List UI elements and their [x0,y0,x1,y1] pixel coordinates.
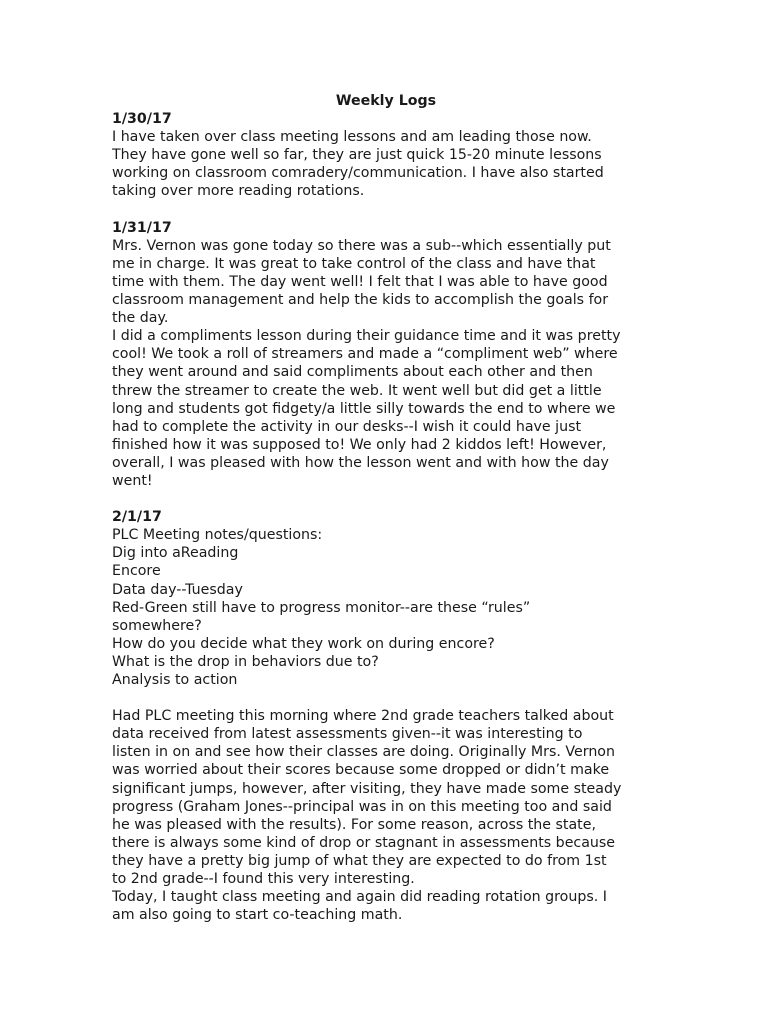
entry-paragraph: I did a compliments lesson during their guidance time and it was pretty cool! We took a roll of streamers and made a “compliment web” where they went around and said compliments about each other and then threw the streamer to create the web. It went well but did get a little long and students got fidgety/a little silly towards the end to where we had to complete the activity in our desks--I wish it could have just finished how it was supposed to! We only had 2 kiddos left! However, overall, I was pleased with how the lesson went and with how the day went! [112,328,621,489]
entry-paragraph: Mrs. Vernon was gone today so there was a sub--which essentially put me in charge. It was great to take control of the class and have that time with them. The day went well! I felt that I was able to have good classroom management and help the kids to accomplish the goals for the day. [112,237,611,327]
note-line: Data day--Tuesday [112,581,243,598]
spacer [112,689,660,707]
entry-paragraph: Had PLC meeting this morning where 2nd grade teachers talked about data received from latest assessments given--it was interesting to listen in on and see how their classes are doing. Originally Mrs. Vernon was worried about their scores because some dropped or didn’t make significant jumps, however, after visiting, they have made some steady progress (Graham Jones--principal was in on this meeting too and said he was pleased with the results). For some reason, across the state, there is always some kind of drop or stagnant in assessments because they have a pretty big jump of what they are expected to do from 1st to 2nd grade--I found this very interesting. [112,708,622,888]
spacer [112,490,660,508]
entry-date: 1/31/17 [112,219,172,236]
entry-paragraph: I have taken over class meeting lessons and am leading those now. They have gone well so far, they are just quick 15-20 minute lessons working on classroom comradery/communication. I have also started taking over more reading rotations. [112,129,604,200]
document-title: Weekly Logs [335,93,437,109]
entry-paragraph: Today, I taught class meeting and again did reading rotation groups. I am also going to start co-teaching math. [112,889,607,924]
note-line: How do you decide what they work on during encore? [112,635,495,652]
note-line: PLC Meeting notes/questions: [112,527,323,544]
note-line: Dig into aReading [112,545,239,562]
note-line: What is the drop in behaviors due to? [112,653,379,670]
spacer [112,201,660,219]
entry-date: 2/1/17 [112,509,162,526]
note-line: Encore [112,563,161,580]
entry-date: 1/30/17 [112,111,172,128]
note-line: Red-Green still have to progress monitor--are these “rules” somewhere? [112,599,531,634]
document-body [112,92,660,924]
note-line: Analysis to action [112,672,238,688]
